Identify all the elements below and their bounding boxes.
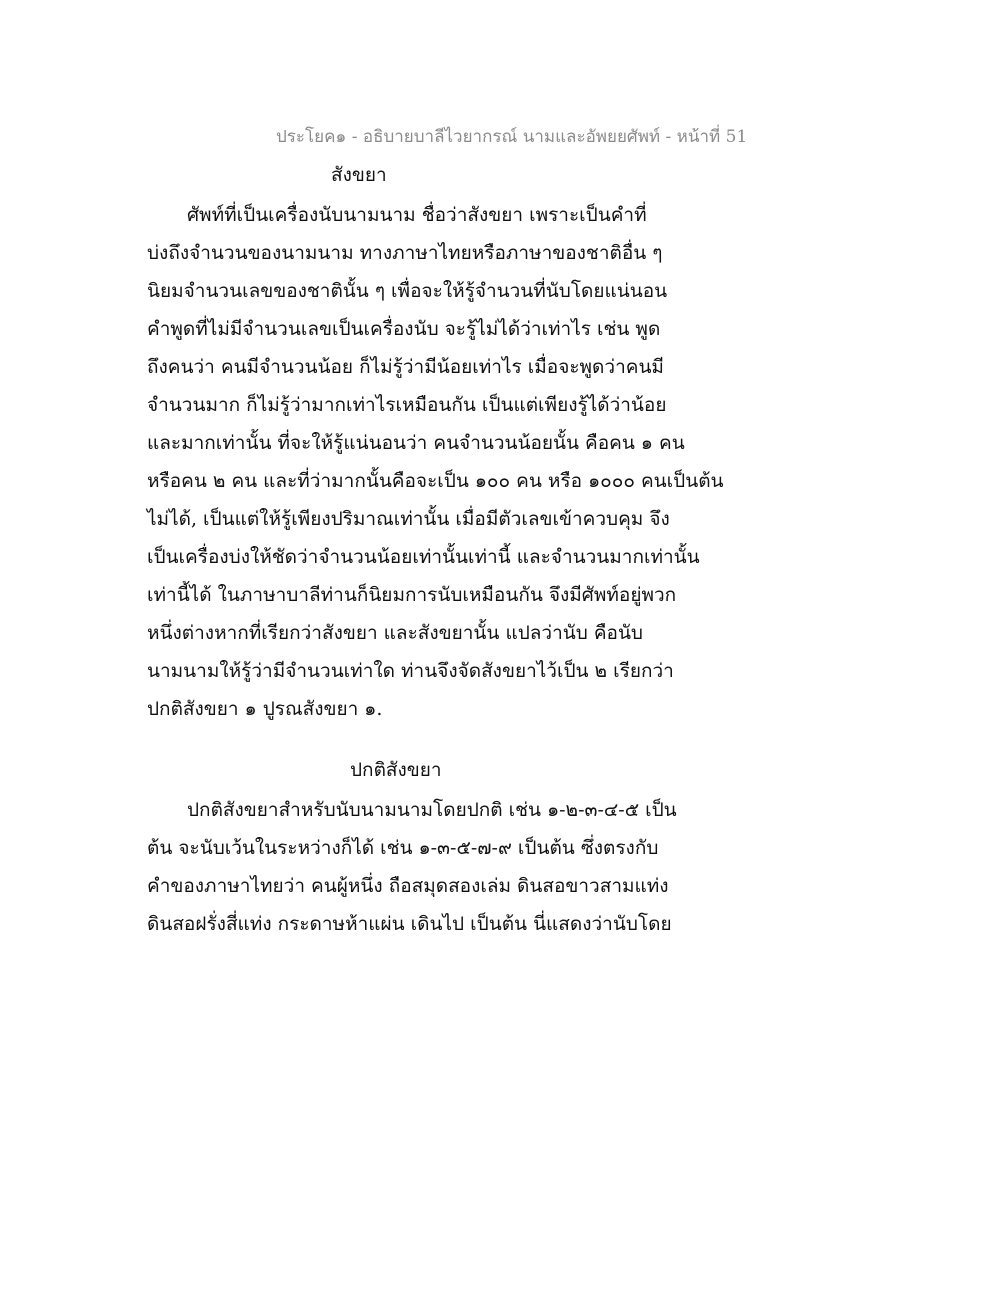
- paragraph-line: และมากเท่านั้น ที่จะให้รู้แน่นอนว่า คนจำนวนน้อยนั้น คือคน ๑ คน: [147, 432, 685, 454]
- paragraph-line: ปกติสังขยาสำหรับนับนามนามโดยปกติ เช่น ๑-๒-๓-๔-๕ เป็น: [187, 799, 677, 821]
- paragraph-line: หนึ่งต่างหากที่เรียกว่าสังขยา และสังขยานั้น แปลว่านับ คือนับ: [147, 622, 643, 644]
- paragraph-line: จำนวนมาก ก็ไม่รู้ว่ามากเท่าไรเหมือนกัน เป็นแต่เพียงรู้ได้ว่าน้อย: [147, 394, 667, 416]
- paragraph-line: หรือคน ๒ คน และที่ว่ามากนั้นคือจะเป็น ๑๐๐ คน หรือ ๑๐๐๐ คนเป็นต้น: [147, 470, 724, 492]
- paragraph-line: บ่งถึงจำนวนของนามนาม ทางภาษาไทยหรือภาษาของชาติอื่น ๆ: [147, 242, 663, 264]
- paragraph-line: นามนามให้รู้ว่ามีจำนวนเท่าใด ท่านจึงจัดสังขยาไว้เป็น ๒ เรียกว่า: [147, 660, 674, 682]
- paragraph-line: เป็นเครื่องบ่งให้ชัดว่าจำนวนน้อยเท่านั้นเท่านี้ และจำนวนมากเท่านั้น: [147, 546, 700, 568]
- paragraph-line: ดินสอฝรั่งสี่แท่ง กระดาษห้าแผ่น เดินไป เป็นต้น นี่แสดงว่านับโดย: [147, 913, 672, 935]
- paragraph-line: ถึงคนว่า คนมีจำนวนน้อย ก็ไม่รู้ว่ามีน้อยเท่าไร เมื่อจะพูดว่าคนมี: [147, 356, 664, 378]
- paragraph-sankhaya: [147, 196, 737, 728]
- paragraph-line: เท่านี้ได้ ในภาษาบาลีท่านก็นิยมการนับเหมือนกัน จึงมีศัพท์อยู่พวก: [147, 584, 677, 606]
- paragraph-pakati-sankhaya: [147, 791, 737, 943]
- paragraph-line: ต้น จะนับเว้นในระหว่างก็ได้ เช่น ๑-๓-๕-๗-๙ เป็นต้น ซึ่งตรงกับ: [147, 837, 659, 859]
- page-header: ประโยค๑ - อธิบายบาลีไวยากรณ์ นามและอัพยยศัพท์ - หน้าที่ 51: [276, 127, 748, 147]
- section-title-pakati-sankhaya: ปกติสังขยา: [350, 759, 442, 781]
- paragraph-line: ไม่ได้, เป็นแต่ให้รู้เพียงปริมาณเท่านั้น เมื่อมีตัวเลขเข้าควบคุม จึง: [147, 508, 670, 530]
- paragraph-line: คำของภาษาไทยว่า คนผู้หนึ่ง ถือสมุดสองเล่ม ดินสอขาวสามแท่ง: [147, 875, 669, 897]
- paragraph-line: นิยมจำนวนเลขของชาตินั้น ๆ เพื่อจะให้รู้จำนวนที่นับโดยแน่นอน: [147, 280, 668, 302]
- paragraph-line: ปกติสังขยา ๑ ปูรณสังขยา ๑.: [147, 698, 383, 720]
- paragraph-line: ศัพท์ที่เป็นเครื่องนับนามนาม ชื่อว่าสังขยา เพราะเป็นคำที่: [187, 204, 647, 226]
- paragraph-line: คำพูดที่ไม่มีจำนวนเลขเป็นเครื่องนับ จะรู้ไม่ได้ว่าเท่าไร เช่น พูด: [147, 318, 661, 340]
- section-title-sankhaya: สังขยา: [331, 164, 387, 186]
